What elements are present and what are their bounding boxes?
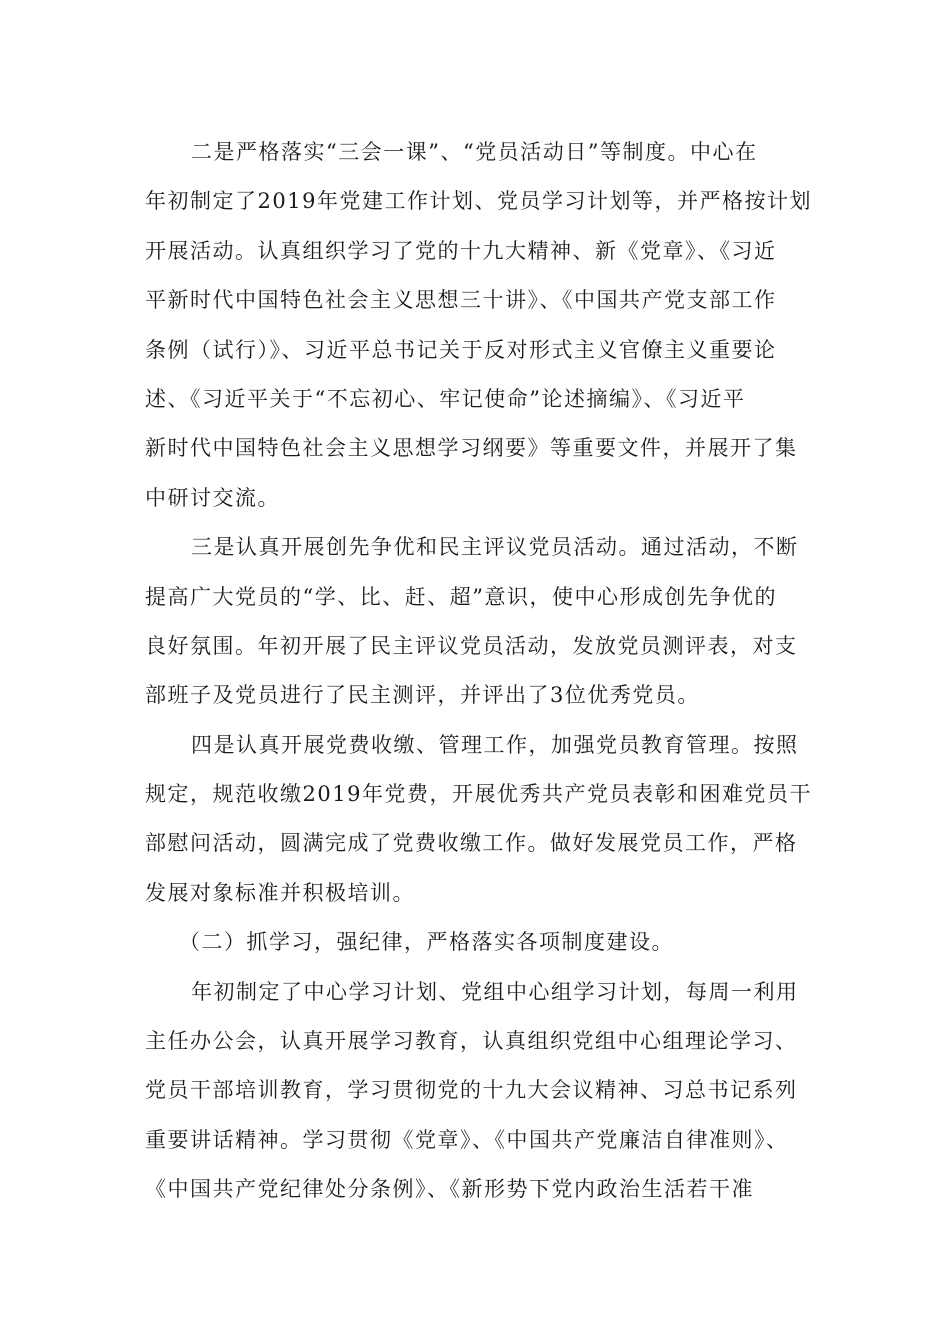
paragraph-line: 部慰问活动，圆满完成了党费收缴工作。做好发展党员工作，严格 — [145, 831, 798, 856]
paragraph-line: 述、《习近平关于“不忘初心、牢记使命”论述摘编》、《习近平 — [145, 386, 746, 411]
paragraph-line: 《中国共产党纪律处分条例》、《新形势下党内政治生活若干准 — [145, 1177, 754, 1202]
paragraph-line: 部班子及党员进行了民主测评，并评出了3位优秀党员。 — [145, 683, 700, 708]
paragraph-line: 四是认真开展党费收缴、管理工作，加强党员教育管理。按照 — [191, 732, 799, 757]
paragraph-line: 党员干部培训教育，学习贯彻党的十九大会议精神、习总书记系列 — [145, 1078, 798, 1103]
paragraph-line: 发展对象标准并积极培训。 — [145, 880, 415, 905]
section-heading-line: （二）抓学习，强纪律，严格落实各项制度建设。 — [179, 930, 674, 955]
paragraph-line: 重要讲话精神。学习贯彻《党章》、《中国共产党廉洁自律准则》、 — [145, 1127, 789, 1152]
paragraph-line: 提高广大党员的“学、比、赶、超”意识，使中心形成创先争优的 — [145, 584, 777, 609]
section-heading — [145, 918, 807, 967]
paragraph-line: 新时代中国特色社会主义思想学习纲要》等重要文件，并展开了集 — [145, 436, 798, 461]
paragraph-meeting-system — [145, 128, 812, 523]
document-body — [145, 128, 812, 1215]
paragraph-line: 条例（试行）》、习近平总书记关于反对形式主义官僚主义重要论 — [145, 337, 777, 362]
paragraph-line: 主任办公会，认真开展学习教育，认真组织党组中心组理论学习、 — [145, 1029, 798, 1054]
paragraph-party-dues — [145, 721, 812, 919]
paragraph-evaluation-activity — [145, 523, 807, 721]
paragraph-line: 规定，规范收缴2019年党费，开展优秀共产党员表彰和困难党员干 — [145, 782, 812, 807]
paragraph-line: 年初制定了中心学习计划、党组中心组学习计划，每周一利用 — [191, 979, 799, 1004]
paragraph-study-plan — [145, 968, 807, 1215]
paragraph-line: 开展活动。认真组织学习了党的十九大精神、新《党章》、《习近 — [145, 238, 777, 263]
paragraph-line: 二是严格落实“三会一课”、“党员活动日”等制度。中心在 — [191, 140, 758, 164]
paragraph-line: 良好氛围。年初开展了民主评议党员活动，发放党员测评表，对支 — [145, 633, 798, 658]
paragraph-line: 三是认真开展创先争优和民主评议党员活动。通过活动，不断 — [191, 535, 799, 560]
paragraph-line: 年初制定了2019年党建工作计划、党员学习计划等，并严格按计划 — [145, 189, 812, 214]
paragraph-line: 中研讨交流。 — [145, 485, 280, 510]
paragraph-line: 平新时代中国特色社会主义思想三十讲》、《中国共产党支部工作 — [145, 288, 777, 313]
